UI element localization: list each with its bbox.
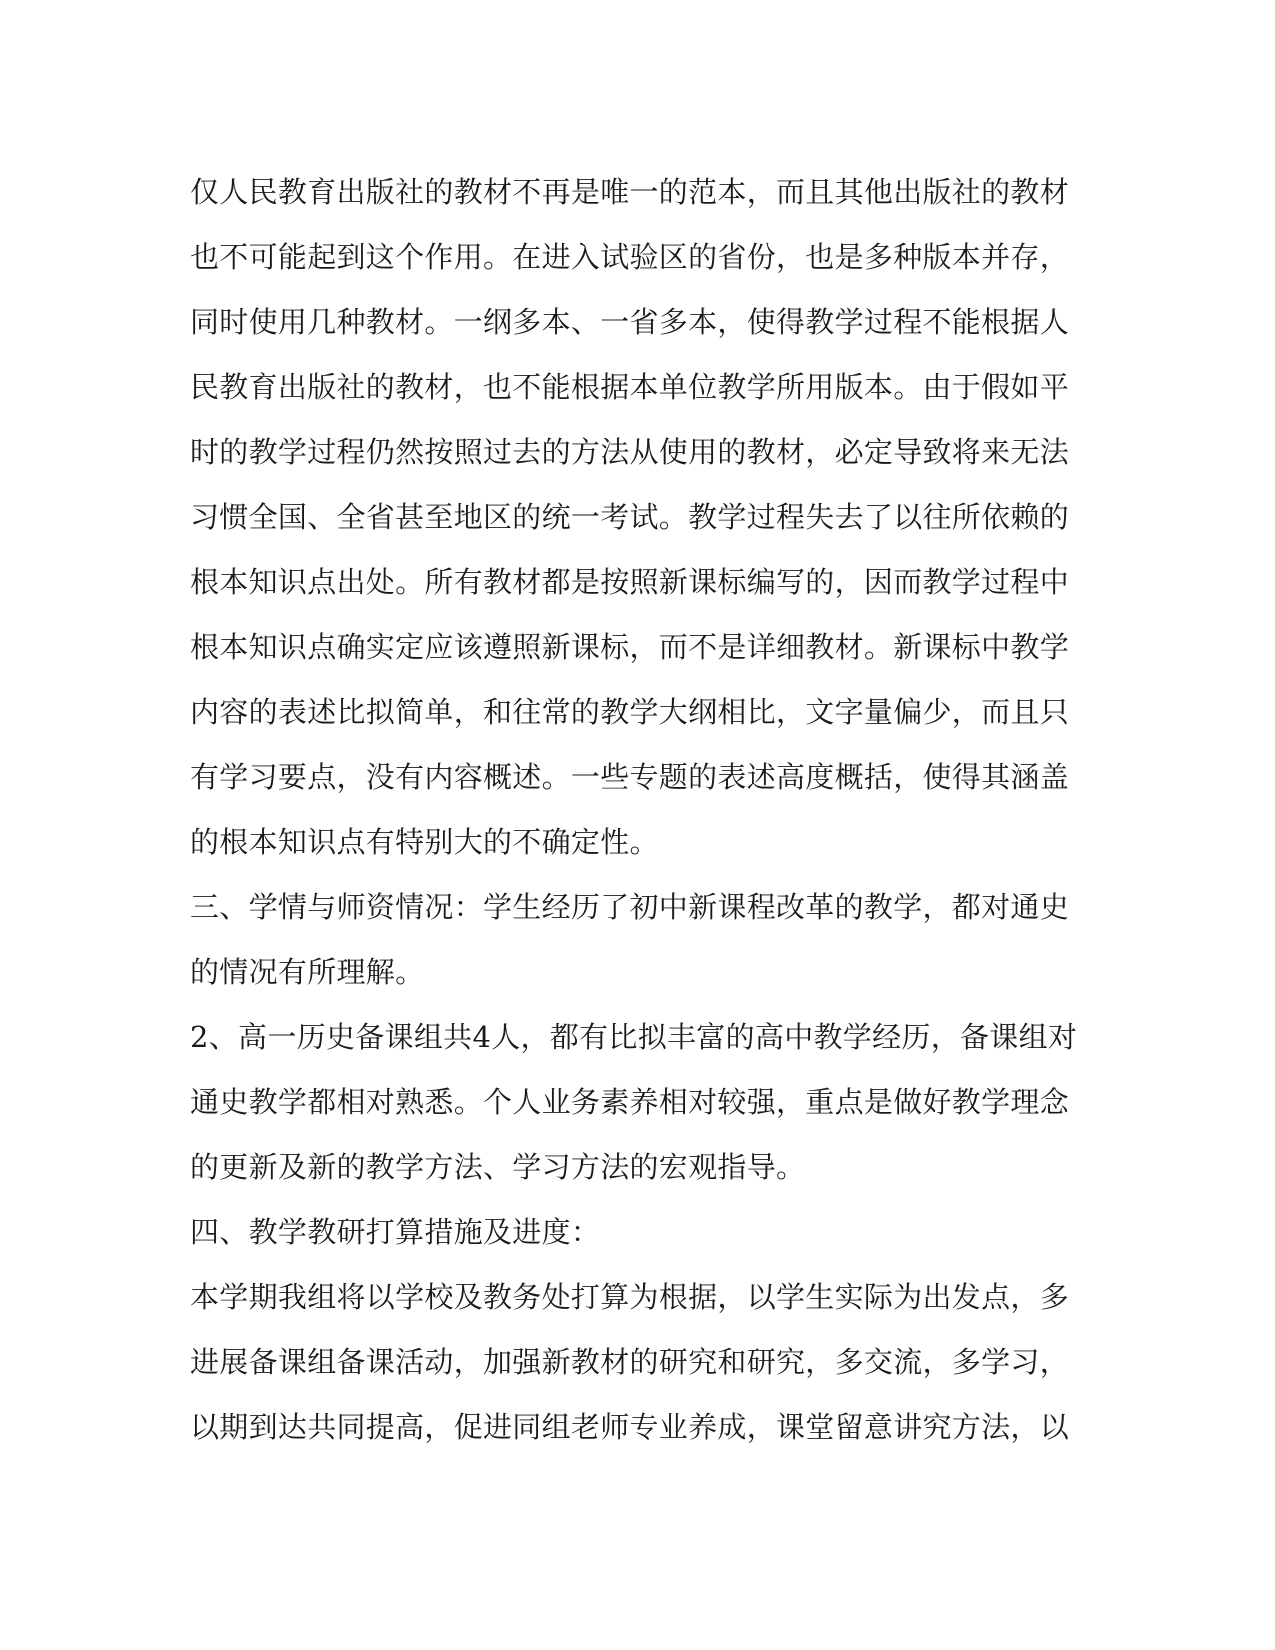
text-line: 的更新及新的教学方法、学习方法的宏观指导。 (190, 1150, 806, 1184)
text-line: 进展备课组备课活动，加强新教材的研究和研究，多交流，多学习， (190, 1345, 1070, 1379)
section-heading-line: 三、学情与师资情况：学生经历了初中新课程改革的教学，都对通史 (190, 890, 1070, 924)
section-heading-line: 四、教学教研打算措施及进度： (190, 1215, 601, 1249)
body-text (190, 160, 1078, 1460)
text-line: 也不可能起到这个作用。在进入试验区的省份，也是多种版本并存， (190, 240, 1070, 274)
text-line: 仅人民教育出版社的教材不再是唯一的范本，而且其他出版社的教材 (190, 175, 1070, 209)
text-line: 有学习要点，没有内容概述。一些专题的表述高度概括，使得其涵盖 (190, 760, 1070, 794)
text-line: 同时使用几种教材。一纲多本、一省多本，使得教学过程不能根据人 (190, 305, 1070, 339)
text-line: 习惯全国、全省甚至地区的统一考试。教学过程失去了以往所依赖的 (190, 500, 1070, 534)
text-line: 本学期我组将以学校及教务处打算为根据，以学生实际为出发点，多 (190, 1280, 1070, 1314)
text-line: 民教育出版社的教材，也不能根据本单位教学所用版本。由于假如平 (190, 370, 1070, 404)
text-line: 内容的表述比拟简单，和往常的教学大纲相比，文字量偏少，而且只 (190, 695, 1070, 729)
text-line: 时的教学过程仍然按照过去的方法从使用的教材，必定导致将来无法 (190, 435, 1070, 469)
text-line: 根本知识点出处。所有教材都是按照新课标编写的，因而教学过程中 (190, 565, 1070, 599)
text-line: 以期到达共同提高，促进同组老师专业养成，课堂留意讲究方法，以 (190, 1410, 1070, 1444)
text-line: 2、高一历史备课组共4人，都有比拟丰富的高中教学经历，备课组对 (190, 1020, 1078, 1054)
text-line: 的根本知识点有特别大的不确定性。 (190, 825, 659, 859)
text-line: 通史教学都相对熟悉。个人业务素养相对较强，重点是做好教学理念 (190, 1085, 1070, 1119)
text-line: 根本知识点确实定应该遵照新课标，而不是详细教材。新课标中教学 (190, 630, 1070, 664)
text-line: 的情况有所理解。 (190, 955, 425, 989)
